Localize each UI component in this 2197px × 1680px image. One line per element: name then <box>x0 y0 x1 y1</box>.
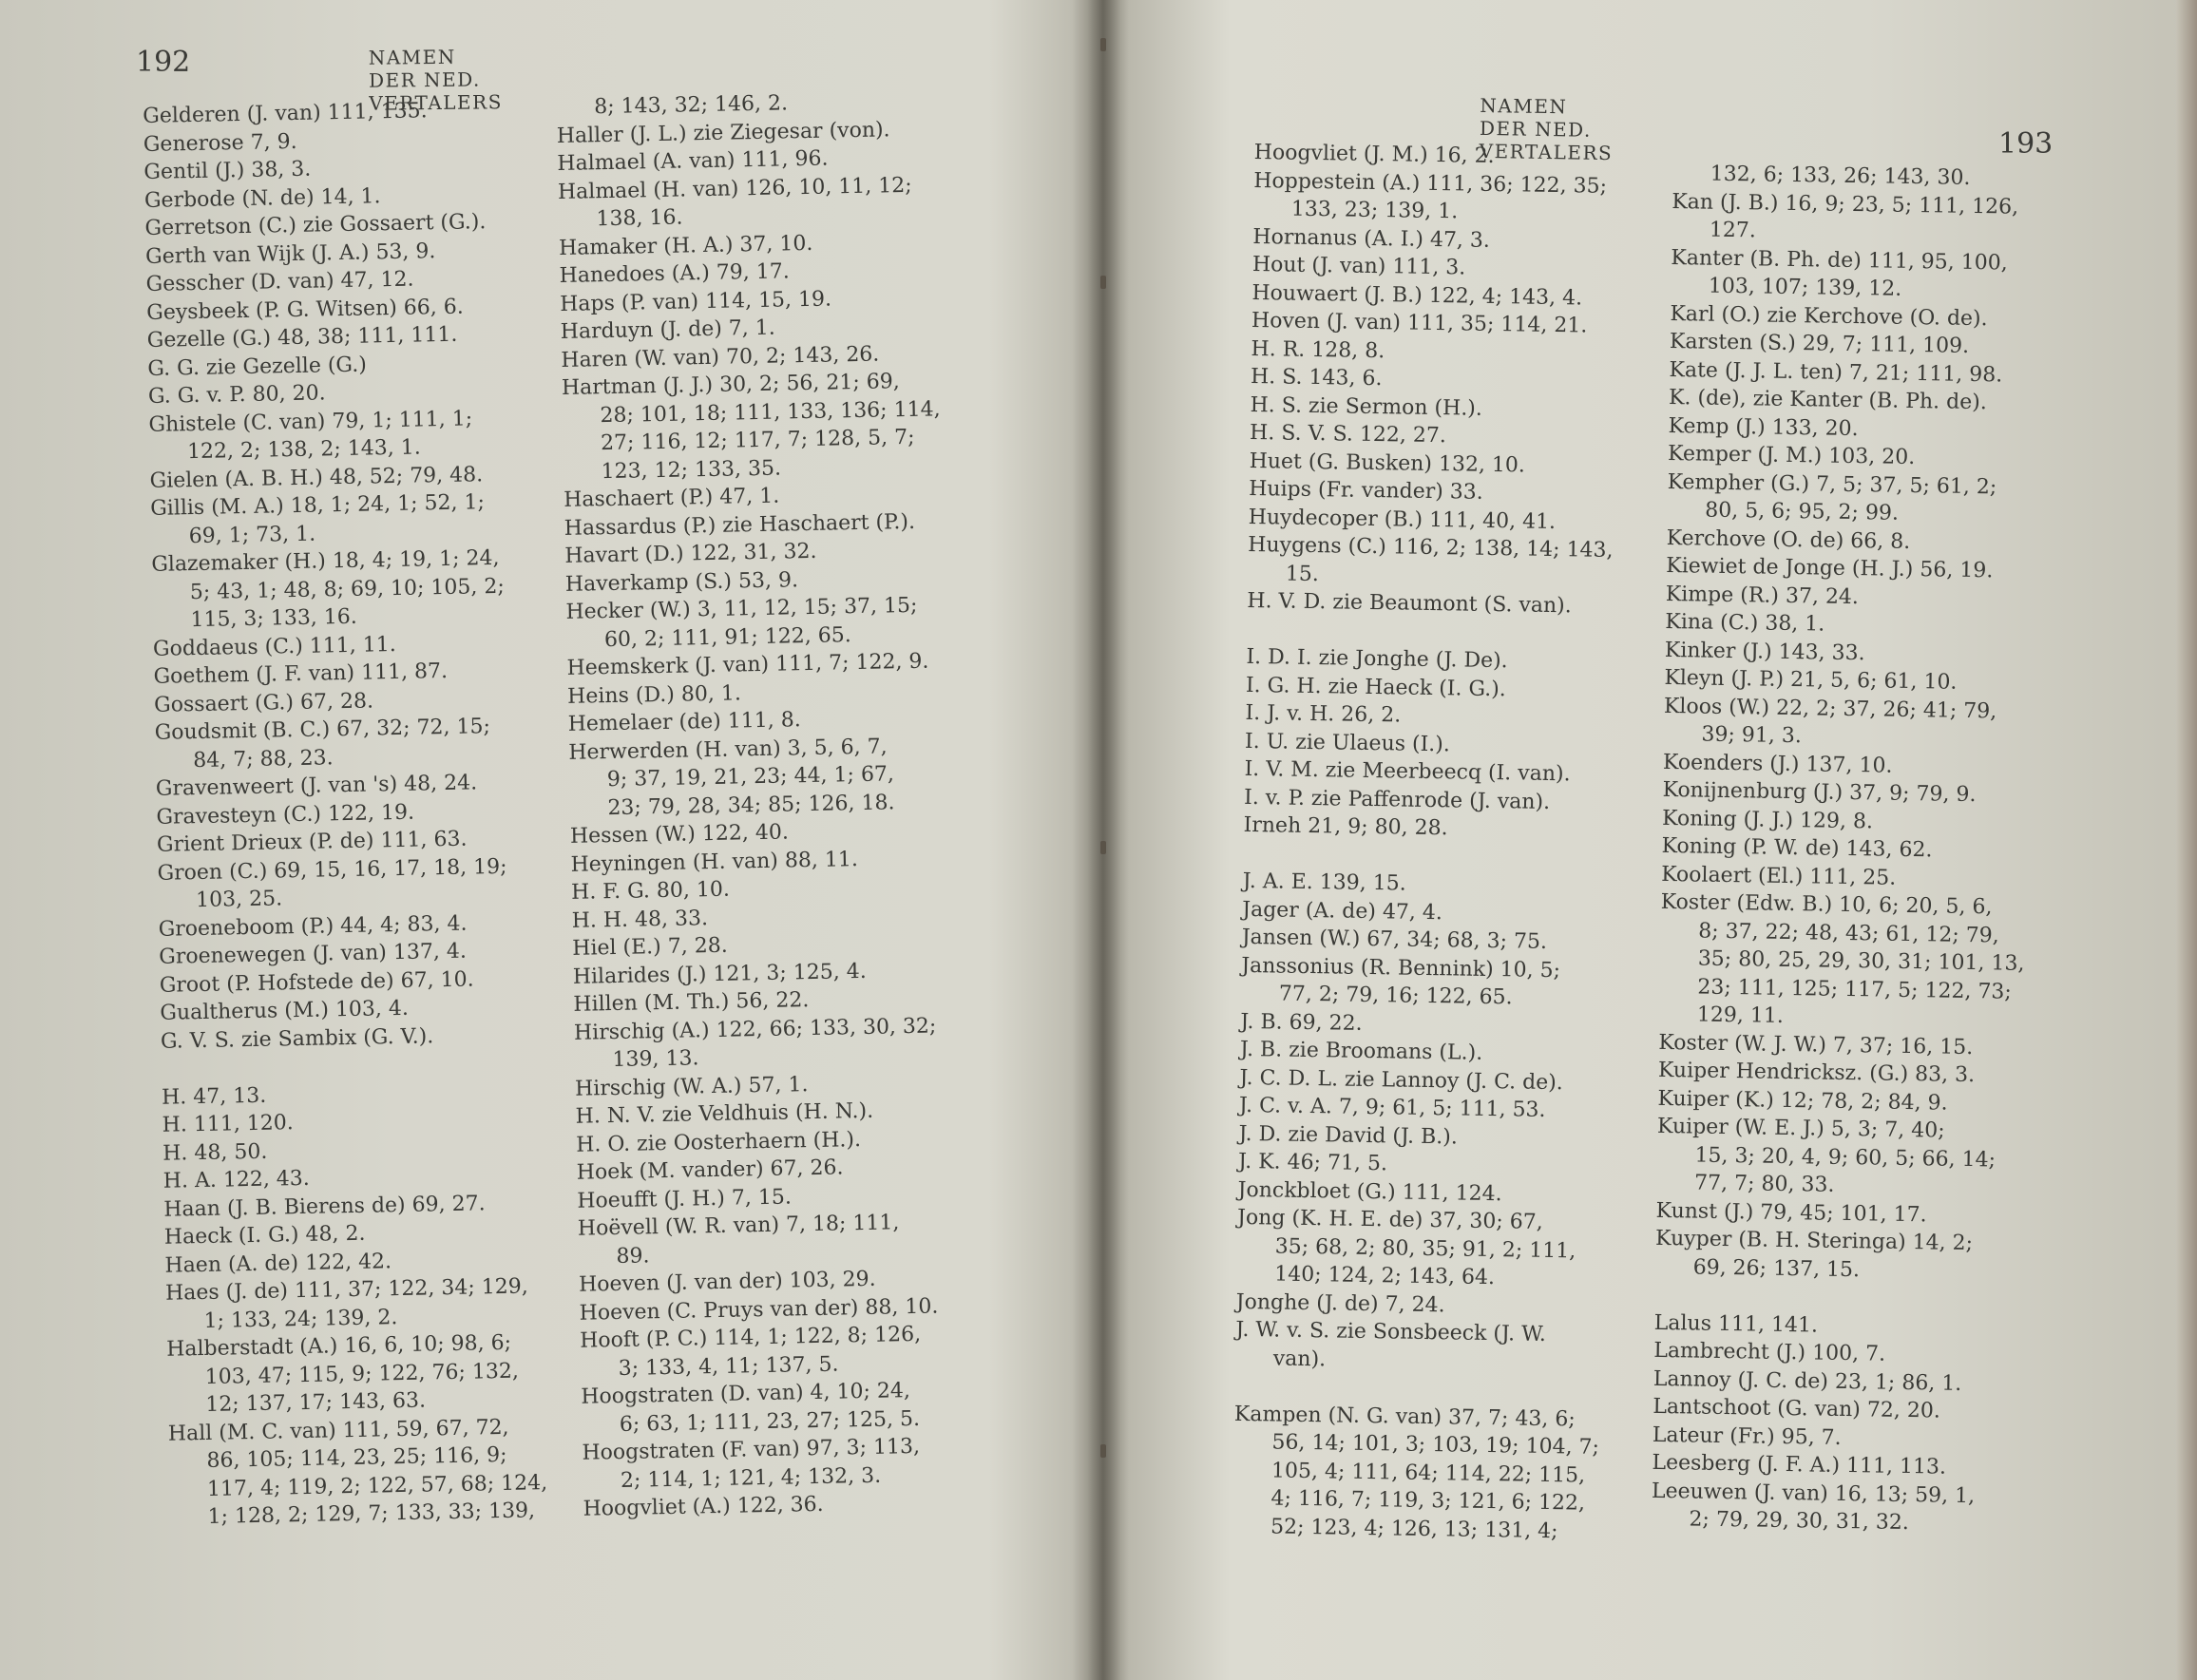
index-column-right-1 <box>1232 139 1620 1546</box>
index-entry: Jonckbloet (G.) 111, 124. <box>1237 1177 1502 1206</box>
index-entry: Kampen (N. G. van) 37, 7; 43, 6; <box>1233 1402 1576 1431</box>
index-entry: J. K. 46; 71, 5. <box>1237 1149 1388 1176</box>
index-entry: Kunst (J.) 79, 45; 101, 17. <box>1655 1198 1927 1227</box>
index-entry: Gossaert (G.) 67, 28. <box>153 688 374 717</box>
index-entry: Hoeven (C. Pruys van der) 88, 10. <box>579 1294 939 1326</box>
index-entry: Halmael (H. van) 126, 10, 11, 12; <box>557 173 912 204</box>
index-entry: 69, 26; 137, 15. <box>1692 1254 1861 1282</box>
index-entry: H. 111, 120. <box>162 1111 295 1137</box>
index-entry: Gielen (A. B. H.) 48, 52; 79, 48. <box>149 462 484 493</box>
index-entry: Halberstadt (A.) 16, 6, 10; 98, 6; <box>165 1330 512 1362</box>
index-entry: Koster (W. J. W.) 7, 37; 16, 15. <box>1658 1030 1974 1060</box>
index-entry: H. O. zie Oosterhaern (H.). <box>575 1127 862 1157</box>
index-entry: Jager (A. de) 47, 4. <box>1242 897 1443 925</box>
index-entry: Gelderen (J. van) 111, 135. <box>143 99 428 128</box>
index-entry: 2; 114, 1; 121, 4; 132, 3. <box>620 1463 882 1493</box>
index-entry: Hiel (E.) 7, 28. <box>572 933 728 961</box>
index-entry: Goddaeus (C.) 111, 11. <box>152 632 396 661</box>
index-entry: Goudsmit (B. C.) 67, 32; 72, 15; <box>154 715 491 745</box>
index-entry: Konijnenburg (J.) 37, 9; 79, 9. <box>1662 777 1977 808</box>
index-entry: 39; 91, 3. <box>1701 722 1803 749</box>
index-entry: Haverkamp (S.) 53, 9. <box>564 567 799 597</box>
index-entry: 138, 16. <box>596 205 683 232</box>
index-entry: Gentil (J.) 38, 3. <box>143 157 312 184</box>
index-entry: 60, 2; 111, 91; 122, 65. <box>603 622 851 652</box>
index-entry: Hanedoes (A.) 79, 17. <box>559 259 791 288</box>
index-entry: I. D. I. zie Jonghe (J. De). <box>1246 644 1508 674</box>
binding-stitch <box>1100 276 1106 289</box>
index-entry: 6; 63, 1; 111, 23, 27; 125, 5. <box>619 1406 921 1437</box>
index-entry: 4; 116, 7; 119, 3; 121, 6; 122, <box>1270 1486 1586 1516</box>
index-entry: Haes (J. de) 111, 37; 122, 34; 129, <box>164 1274 528 1306</box>
index-entry: 35; 68, 2; 80, 35; 91, 2; 111, <box>1274 1233 1576 1263</box>
index-entry: 84, 7; 88, 23. <box>193 745 334 773</box>
index-entry: Huet (G. Busken) 132, 10. <box>1249 449 1526 478</box>
index-entry: Hoogstraten (D. van) 4, 10; 24, <box>581 1379 911 1409</box>
index-entry: Grient Drieux (P. de) 111, 63. <box>156 827 468 857</box>
index-entry: Kleyn (J. P.) 21, 5, 6; 61, 10. <box>1664 665 1958 695</box>
index-entry: Hillen (M. Th.) 56, 22. <box>573 988 810 1017</box>
index-entry: Generose 7, 9. <box>143 129 297 157</box>
index-entry: J. C. v. A. 7, 9; 61, 5; 111, 53. <box>1238 1093 1546 1122</box>
index-entry: Gesscher (D. van) 47, 12. <box>145 267 414 296</box>
index-entry: I. V. M. zie Meerbeecq (I. van). <box>1244 756 1571 787</box>
index-entry: H. S. 143, 6. <box>1250 364 1383 391</box>
index-entry: H. S. zie Sermon (H.). <box>1250 392 1483 421</box>
index-entry: Kerchove (O. de) 66, 8. <box>1666 525 1911 554</box>
index-entry: Kinker (J.) 143, 33. <box>1664 638 1865 665</box>
index-entry: 77, 2; 79, 16; 122, 65. <box>1278 982 1513 1010</box>
index-entry: 127. <box>1709 218 1757 243</box>
index-entry: Huips (Fr. vander) 33. <box>1249 476 1483 505</box>
index-entry: Havart (D.) 122, 31, 32. <box>564 539 817 568</box>
index-entry: 140; 124, 2; 143, 64. <box>1274 1262 1496 1290</box>
index-entry: 1; 128, 2; 129, 7; 133, 33; 139, <box>207 1499 536 1529</box>
page-number: 192 <box>136 46 191 79</box>
index-entry: Haan (J. B. Bierens de) 69, 27. <box>163 1191 486 1222</box>
binding-stitch <box>1100 841 1106 854</box>
index-entry: Lambrecht (J.) 100, 7. <box>1653 1338 1886 1366</box>
index-entry: 129, 11. <box>1696 1002 1785 1028</box>
index-entry: 35; 80, 25, 29, 30, 31; 101, 13, <box>1697 946 2025 976</box>
index-entry: Hamaker (H. A.) 37, 10. <box>558 231 813 260</box>
index-entry: Hall (M. C. van) 111, 59, 67, 72, <box>167 1415 509 1446</box>
index-entry: H. 47, 13. <box>161 1083 267 1110</box>
index-entry: Gerth van Wijk (J. A.) 53, 9. <box>144 239 436 269</box>
binding-stitch <box>1100 1444 1106 1458</box>
index-entry: Lateur (Fr.) 95, 7. <box>1652 1422 1842 1450</box>
index-entry: Haren (W. van) 70, 2; 143, 26. <box>561 342 880 372</box>
index-entry: Gravesteyn (C.) 122, 19. <box>156 800 415 830</box>
index-entry: Irneh 21, 9; 80, 28. <box>1243 812 1448 841</box>
page-number: 193 <box>1998 127 2054 161</box>
index-entry: van). <box>1272 1346 1327 1371</box>
index-entry: 115, 3; 133, 16. <box>190 604 358 633</box>
index-entry: Leeuwen (J. van) 16, 13; 59, 1, <box>1651 1479 1976 1508</box>
index-entry: Gerretson (C.) zie Gossaert (G.). <box>144 210 487 240</box>
index-entry: Groot (P. Hofstede de) 67, 10. <box>159 966 474 998</box>
index-entry: 52; 123, 4; 126, 13; 131, 4; <box>1270 1514 1558 1543</box>
index-entry: Kemper (J. M.) 103, 20. <box>1667 441 1916 470</box>
index-entry: 1; 133, 24; 139, 2. <box>203 1305 398 1333</box>
index-entry: Hirschig (W. A.) 57, 1. <box>574 1072 809 1101</box>
index-column-left-1 <box>143 95 548 1532</box>
index-entry: Leesberg (J. F. A.) 111, 113. <box>1652 1450 1947 1480</box>
index-entry: H. S. V. S. 122, 27. <box>1249 420 1447 449</box>
index-entry: Kate (J. J. L. ten) 7, 21; 111, 98. <box>1669 357 2003 387</box>
index-entry: 12; 137, 17; 143, 63. <box>205 1388 427 1417</box>
index-entry: Kanter (B. Ph. de) 111, 95, 100, <box>1671 245 2008 276</box>
index-entry: J. B. 69, 22. <box>1240 1009 1363 1036</box>
index-entry: Koster (Edw. B.) 10, 6; 20, 5, 6, <box>1660 889 1993 920</box>
index-entry: H. 48, 50. <box>162 1139 268 1166</box>
index-entry: 133, 23; 139, 1. <box>1290 197 1459 224</box>
index-entry: I. G. H. zie Haeck (I. G.). <box>1245 673 1506 701</box>
binding-stitch <box>1100 38 1106 51</box>
index-entry: Hartman (J. J.) 30, 2; 56, 21; 69, <box>561 370 901 400</box>
index-entry: I. J. v. H. 26, 2. <box>1245 700 1402 728</box>
index-entry: 5; 43, 1; 48, 8; 69, 10; 105, 2; <box>189 574 506 604</box>
index-entry: Karl (O.) zie Kerchove (O. de). <box>1670 301 1988 331</box>
index-entry: 122, 2; 138, 2; 143, 1. <box>186 435 421 465</box>
index-entry: 86, 105; 114, 23, 25; 116, 9; <box>206 1442 507 1473</box>
index-entry: Karsten (S.) 29, 7; 111, 109. <box>1669 329 1970 358</box>
index-entry: Gravenweert (J. van 's) 48, 24. <box>155 771 478 801</box>
index-entry: Herwerden (H. van) 3, 5, 6, 7, <box>568 734 888 765</box>
index-entry: Lalus 111, 141. <box>1653 1310 1819 1338</box>
index-entry: Houwaert (J. B.) 122, 4; 143, 4. <box>1251 280 1583 310</box>
index-entry: H. V. D. zie Beaumont (S. van). <box>1247 588 1572 619</box>
index-entry: Kemp (J.) 133, 20. <box>1668 413 1859 441</box>
index-entry: Gerbode (N. de) 14, 1. <box>143 183 381 213</box>
index-entry: Lantschoot (G. van) 72, 20. <box>1653 1394 1941 1423</box>
index-entry: Haen (A. de) 122, 42. <box>164 1249 392 1278</box>
index-entry: H. A. 122, 43. <box>162 1166 311 1193</box>
index-entry: Hoven (J. van) 111, 35; 114, 21. <box>1251 308 1588 338</box>
page-header: NAMEN DER NED. VERTALERS <box>368 45 503 115</box>
index-entry: Ghistele (C. van) 79, 1; 111, 1; <box>148 406 473 437</box>
index-entry: Heemskerk (J. van) 111, 7; 122, 9. <box>566 649 929 680</box>
book-gutter <box>1072 0 1129 1680</box>
index-entry: G. G. v. P. 80, 20. <box>147 381 326 409</box>
index-entry: K. (de), zie Kanter (B. Ph. de). <box>1668 385 1988 415</box>
index-entry: H. F. G. 80, 10. <box>570 877 731 905</box>
index-entry: Hoogstraten (F. van) 97, 3; 113, <box>582 1434 921 1465</box>
index-entry: Heyningen (H. van) 88, 11. <box>570 847 859 877</box>
index-entry: Kan (J. B.) 16, 9; 23, 5; 111, 126, <box>1672 189 2019 220</box>
index-entry: Koenders (J.) 137, 10. <box>1662 750 1893 778</box>
index-entry: J. A. E. 139, 15. <box>1242 869 1406 896</box>
index-entry: Hessen (W.) 122, 40. <box>569 820 790 849</box>
index-entry: Hoeufft (J. H.) 7, 15. <box>577 1184 793 1213</box>
index-entry: 27; 116, 12; 117, 7; 128, 5, 7; <box>600 425 915 456</box>
index-entry: 105, 4; 111, 64; 114, 22; 115, <box>1270 1458 1586 1488</box>
index-entry: Kimpe (R.) 37, 24. <box>1665 582 1860 609</box>
index-entry: Jong (K. H. E. de) 37, 30; 67, <box>1236 1205 1543 1234</box>
index-entry: Hooft (P. C.) 114, 1; 122, 8; 126, <box>579 1322 922 1353</box>
index-entry: J. D. zie David (J. B.). <box>1238 1121 1459 1149</box>
index-entry: 103, 47; 115, 9; 122, 76; 132, <box>204 1359 520 1389</box>
index-entry: Hoppestein (A.) 111, 36; 122, 35; <box>1253 168 1608 199</box>
index-entry: Hecker (W.) 3, 11, 12, 15; 37, 15; <box>565 593 918 624</box>
index-entry: Hoogvliet (A.) 122, 36. <box>583 1492 824 1521</box>
index-entry: Lannoy (J. C. de) 23, 1; 86, 1. <box>1653 1366 1962 1396</box>
index-entry: Koolaert (El.) 111, 25. <box>1660 862 1897 890</box>
index-entry: Kuiper (W. E. J.) 5, 3; 7, 40; <box>1656 1114 1945 1143</box>
index-entry: J. W. v. S. zie Sonsbeeck (J. W. <box>1235 1317 1547 1346</box>
index-entry: Kiewiet de Jonge (H. J.) 56, 19. <box>1666 553 1994 583</box>
index-entry: 15, 3; 20, 4, 9; 60, 5; 66, 14; <box>1694 1143 1996 1172</box>
index-entry: 139, 13. <box>612 1046 699 1073</box>
index-entry: Hoëvell (W. R. van) 7, 18; 111, <box>577 1211 900 1241</box>
index-entry: I. U. zie Ulaeus (I.). <box>1244 729 1451 756</box>
index-entry: Huydecoper (B.) 111, 40, 41. <box>1248 505 1557 534</box>
index-entry: J. B. zie Broomans (L.). <box>1239 1037 1483 1065</box>
index-entry: Haschaert (P.) 47, 1. <box>563 484 780 512</box>
index-entry: Hoogvliet (J. M.) 16, 2. <box>1253 140 1495 168</box>
index-entry: 132, 6; 133, 26; 143, 30. <box>1710 162 1971 190</box>
index-entry: Halmael (A. van) 111, 96. <box>557 146 829 176</box>
index-entry: 23; 79, 28, 34; 85; 126, 18. <box>607 790 895 820</box>
index-entry: Gillis (M. A.) 18, 1; 24, 1; 52, 1; <box>149 490 486 521</box>
index-entry: J. C. D. L. zie Lannoy (J. C. de). <box>1239 1065 1563 1095</box>
index-column-left-2 <box>556 86 962 1523</box>
index-column-right-2 <box>1651 160 2036 1538</box>
index-entry: Kuiper Hendricksz. (G.) 83, 3. <box>1657 1058 1976 1088</box>
index-entry: Hoeven (J. van der) 103, 29. <box>578 1267 876 1297</box>
index-entry: Haps (P. van) 114, 15, 19. <box>560 286 832 316</box>
index-entry: Groenewegen (J. van) 137, 4. <box>159 939 468 969</box>
index-entry: 89. <box>616 1243 650 1269</box>
index-entry: Kina (C.) 38, 1. <box>1665 609 1825 637</box>
index-entry: Janssonius (R. Bennink) 10, 5; <box>1241 953 1561 983</box>
index-entry: Hornanus (A. I.) 47, 3. <box>1252 224 1491 253</box>
index-entry: H. H. 48, 33. <box>571 906 709 933</box>
index-entry: Gezelle (G.) 48, 38; 111, 111. <box>146 322 458 353</box>
index-entry: 117, 4; 119, 2; 122, 57, 68; 124, <box>206 1470 548 1501</box>
index-entry: Glazemaker (H.) 18, 4; 19, 1; 24, <box>151 545 500 577</box>
index-entry: Jonghe (J. de) 7, 24. <box>1235 1289 1445 1317</box>
index-entry: Geysbeek (P. G. Witsen) 66, 6. <box>146 295 464 325</box>
index-entry: 15. <box>1285 562 1320 586</box>
index-entry: I. v. P. zie Paffenrode (J. van). <box>1243 785 1551 814</box>
index-entry: 69, 1; 73, 1. <box>188 522 316 548</box>
index-entry: Kempher (G.) 7, 5; 37, 5; 61, 2; <box>1667 469 1997 499</box>
index-entry: G. G. zie Gezelle (G.) <box>147 353 368 381</box>
index-entry: Hilarides (J.) 121, 3; 125, 4. <box>572 959 867 989</box>
index-entry: Heins (D.) 80, 1. <box>566 680 742 709</box>
index-entry: Hout (J. van) 111, 3. <box>1251 252 1466 280</box>
index-entry: Koning (J. J.) 129, 8. <box>1661 806 1874 833</box>
index-entry: 103, 107; 139, 12. <box>1708 274 1902 301</box>
index-entry: 56, 14; 101, 3; 103, 19; 104, 7; <box>1271 1430 1600 1460</box>
index-entry: Haller (J. L.) zie Ziegesar (von). <box>556 117 890 148</box>
index-entry: 2; 79, 29, 30, 31, 32. <box>1689 1507 1910 1536</box>
index-entry: Kloos (W.) 22, 2; 37, 26; 41; 79, <box>1663 694 1997 723</box>
index-entry: Hoek (M. vander) 67, 26. <box>576 1155 844 1185</box>
index-entry: 8; 143, 32; 146, 2. <box>594 91 789 120</box>
book-cover-edge <box>2176 0 2197 1680</box>
index-entry: 23; 111, 125; 117, 5; 122, 73; <box>1697 975 2013 1004</box>
index-entry: Huygens (C.) 116, 2; 138, 14; 143, <box>1248 532 1614 563</box>
index-entry: Kuyper (B. H. Steringa) 14, 2; <box>1654 1226 1974 1256</box>
index-entry: Groeneboom (P.) 44, 4; 83, 4. <box>158 911 468 942</box>
index-entry: Haeck (I. G.) 48, 2. <box>163 1221 366 1250</box>
index-entry: 8; 37, 22; 48, 43; 61, 12; 79, <box>1698 919 1999 947</box>
index-entry: Groen (C.) 69, 15, 16, 17, 18, 19; <box>157 854 507 886</box>
index-entry: Jansen (W.) 67, 34; 68, 3; 75. <box>1241 925 1548 954</box>
index-entry: Gualtherus (M.) 103, 4. <box>160 996 410 1025</box>
index-entry: Goethem (J. F. van) 111, 87. <box>153 659 449 689</box>
index-entry: Kuiper (K.) 12; 78, 2; 84, 9. <box>1657 1086 1948 1116</box>
index-entry: 103, 25. <box>195 887 283 913</box>
index-entry: 9; 37, 19, 21, 23; 44, 1; 67, <box>606 762 895 792</box>
index-entry: H. R. 128, 8. <box>1251 336 1385 363</box>
index-entry: Hemelaer (de) 111, 8. <box>567 708 801 736</box>
index-entry: 80, 5, 6; 95, 2; 99. <box>1705 498 1900 525</box>
index-entry: H. N. V. zie Veldhuis (H. N.). <box>575 1098 874 1129</box>
index-entry: Hassardus (P.) zie Haschaert (P.). <box>564 509 916 541</box>
index-entry: 123, 12; 133, 35. <box>601 456 782 484</box>
index-entry: Harduyn (J. de) 7, 1. <box>560 315 776 344</box>
page-header: NAMEN DER NED. VERTALERS <box>1479 93 1614 165</box>
index-entry: Hirschig (A.) 122, 66; 133, 30, 32; <box>573 1013 937 1045</box>
index-entry: Koning (P. W. de) 143, 62. <box>1661 833 1933 863</box>
index-entry: 3; 133, 4, 11; 137, 5. <box>618 1352 839 1381</box>
index-entry: G. V. S. zie Sambix (G. V.). <box>160 1023 434 1054</box>
index-entry: 77, 7; 80, 33. <box>1693 1171 1835 1197</box>
index-entry: 28; 101, 18; 111, 133, 136; 114, <box>600 396 941 428</box>
